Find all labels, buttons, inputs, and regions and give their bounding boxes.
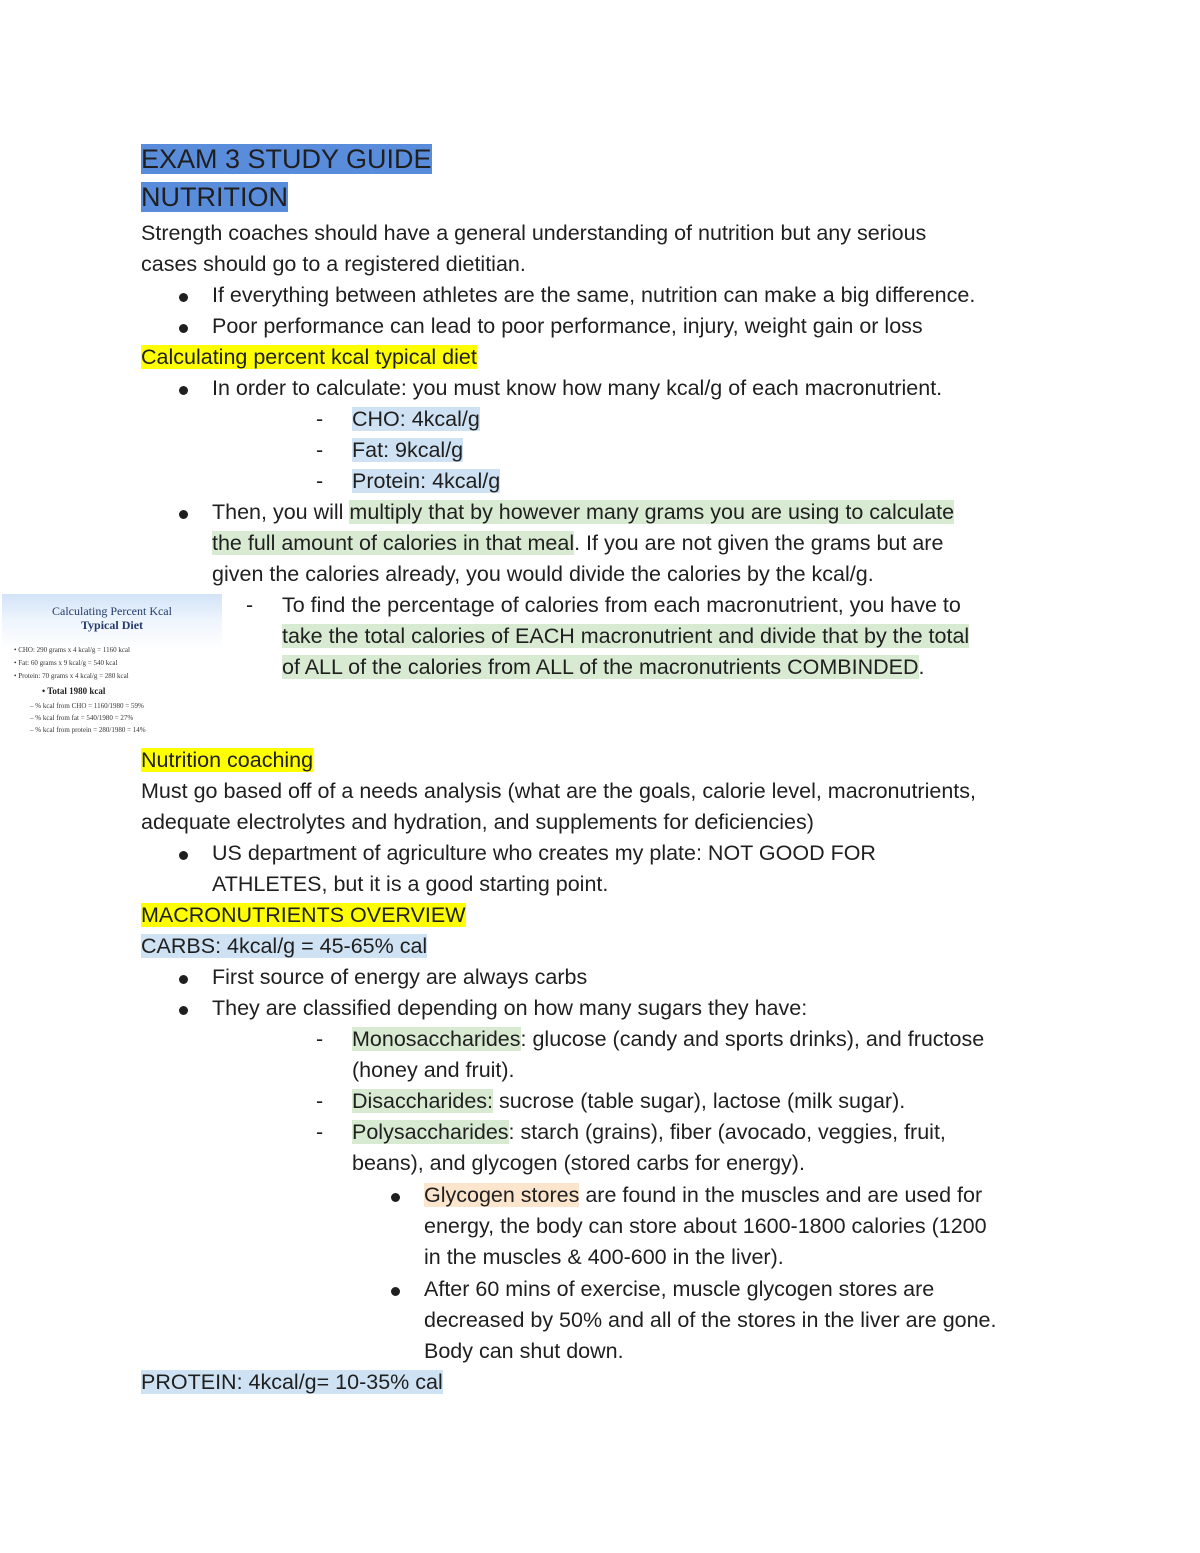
dash-marker: -: [316, 1089, 324, 1113]
bullet-icon: [179, 510, 188, 519]
thumbnail-subtitle: Typical Diet: [80, 618, 144, 632]
list-item-continued: decreased by 50% and all of the stores in the liver are gone.: [424, 1308, 997, 1332]
list-item: After 60 mins of exercise, muscle glycogen stores are: [424, 1277, 935, 1301]
list-item: US department of agriculture who creates my plate: NOT GOOD FOR: [212, 841, 876, 865]
heading-calculating-kcal: Calculating percent kcal typical diet: [141, 345, 477, 369]
dash-marker: -: [316, 469, 324, 493]
list-item-continued: (honey and fruit).: [352, 1058, 515, 1082]
dash-marker: -: [316, 1120, 324, 1144]
list-item-continued: the full amount of calories in that meal. If you are not given the grams but are: [212, 531, 944, 555]
thumbnail-title: Calculating Percent Kcal: [52, 604, 172, 618]
list-item: CHO: 4kcal/g: [352, 407, 480, 431]
dash-marker: -: [316, 1027, 324, 1051]
bullet-icon: [179, 386, 188, 395]
list-item: Glycogen stores are found in the muscles and are used for: [424, 1183, 983, 1207]
thumbnail-total: • Total 1980 kcal: [42, 686, 106, 696]
thumbnail-row: • CHO: 290 grams x 4 kcal/g = 1160 kcal: [14, 646, 130, 654]
paragraph-line: adequate electrolytes and hydration, and supplements for deficiencies): [141, 810, 814, 834]
list-item: To find the percentage of calories from each macronutrient, you have to: [282, 593, 961, 617]
bullet-icon: [391, 1287, 400, 1296]
dash-marker: -: [316, 438, 324, 462]
list-item: Then, you will multiply that by however many grams you are using to calculate: [212, 500, 955, 524]
list-item: If everything between athletes are the same, nutrition can make a big difference.: [212, 283, 976, 307]
list-item-continued: given the calories already, you would divide the calories by the kcal/g.: [212, 562, 874, 586]
dash-marker: -: [316, 407, 324, 431]
paragraph-line: Must go based off of a needs analysis (what are the goals, calorie level, macronutrients,: [141, 779, 976, 803]
list-item: They are classified depending on how many sugars they have:: [212, 996, 808, 1020]
heading-carbs: CARBS: 4kcal/g = 45-65% cal: [141, 934, 428, 958]
dash-marker: -: [246, 593, 254, 617]
bullet-icon: [179, 975, 188, 984]
heading-macronutrients: MACRONUTRIENTS OVERVIEW: [141, 903, 466, 927]
bullet-icon: [179, 324, 188, 333]
list-item-continued: ATHLETES, but it is a good starting point.: [212, 872, 609, 896]
list-item-continued: beans), and glycogen (stored carbs for energy).: [352, 1151, 805, 1175]
list-item: Poor performance can lead to poor performance, injury, weight gain or loss: [212, 314, 923, 338]
bullet-icon: [179, 851, 188, 860]
slide-thumbnail-image: [2, 594, 222, 740]
list-item: In order to calculate: you must know how many kcal/g of each macronutrient.: [212, 376, 943, 400]
list-item-continued: take the total calories of EACH macronutrient and divide that by the total: [282, 624, 970, 648]
thumbnail-row: • Fat: 60 grams x 9 kcal/g = 540 kcal: [14, 659, 118, 667]
bullet-icon: [179, 1006, 188, 1015]
list-item: Monosaccharides: glucose (candy and sports drinks), and fructose: [352, 1027, 985, 1051]
intro-line: Strength coaches should have a general understanding of nutrition but any serious: [141, 221, 927, 245]
bullet-icon: [391, 1193, 400, 1202]
thumbnail-row: – % kcal from protein = 280/1980 = 14%: [30, 726, 146, 734]
list-item-continued: in the muscles & 400-600 in the liver).: [424, 1245, 784, 1269]
thumbnail-row: – % kcal from CHO = 1160/1980 = 59%: [30, 702, 144, 710]
list-item: Protein: 4kcal/g: [352, 469, 501, 493]
heading-nutrition-coaching: Nutrition coaching: [141, 748, 314, 772]
thumbnail-row: • Protein: 70 grams x 4 kcal/g = 280 kcal: [14, 672, 129, 680]
thumbnail-row: – % kcal from fat = 540/1980 = 27%: [30, 714, 134, 722]
bullet-icon: [179, 293, 188, 302]
list-item-continued: Body can shut down.: [424, 1339, 624, 1363]
list-item-continued: energy, the body can store about 1600-1800 calories (1200: [424, 1214, 987, 1238]
doc-title: EXAM 3 STUDY GUIDE: [141, 144, 432, 174]
list-item: Polysaccharides: starch (grains), fiber (avocado, veggies, fruit,: [352, 1120, 946, 1144]
intro-line: cases should go to a registered dietitian.: [141, 252, 526, 276]
list-item: Fat: 9kcal/g: [352, 438, 464, 462]
list-item: First source of energy are always carbs: [212, 965, 588, 989]
section-heading-nutrition: NUTRITION: [141, 182, 288, 212]
list-item-continued: of ALL of the calories from ALL of the macronutrients COMBINDED.: [282, 655, 925, 679]
heading-protein: PROTEIN: 4kcal/g= 10-35% cal: [141, 1370, 443, 1394]
list-item: Disaccharides: sucrose (table sugar), lactose (milk sugar).: [352, 1089, 906, 1113]
